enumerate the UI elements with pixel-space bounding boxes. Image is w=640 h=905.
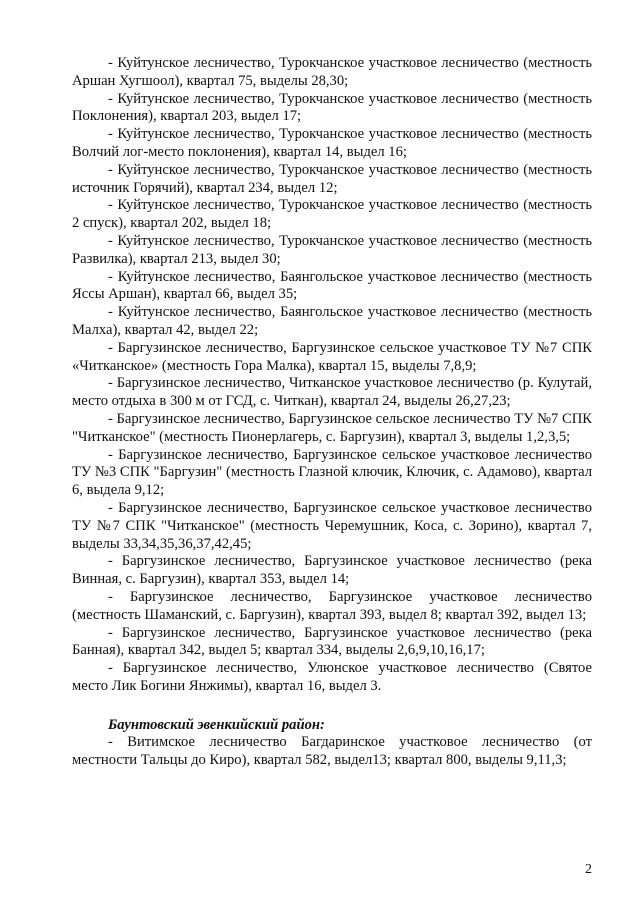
list-item: - Баргузинское лесничество, Баргузинское сельское участковое лесничество ТУ №7 СПК "Читканское" (местность Черемушник, Коса, с. Зорино), квартал 7, выделы 33,34,35,36,37,42,45; (72, 499, 592, 552)
list-item: - Куйтунское лесничество, Турокчанское участковое лесничество (местность Развилка), квартал 213, выдел 30; (72, 232, 592, 267)
list-item: - Куйтунское лесничество, Баянгольское участковое лесничество (местность Малха), квартал 42, выдел 22; (72, 304, 592, 338)
section-spacer (72, 696, 592, 717)
list-item: - Куйтунское лесничество, Турокчанское участковое лесничество (местность Аршан Хугшоол), квартал 75, выделы 28,30; (72, 55, 592, 89)
list-item: - Баргузинское лесничество, Баргузинское сельское участковое ТУ №7 СПК «Читканское» (местность Гора Малка), квартал 15, выделы 7,8,9; (72, 339, 592, 374)
list-item: - Куйтунское лесничество, Турокчанское участковое лесничество (местность Волчий лог-место поклонения), квартал 14, выдел 16; (72, 126, 592, 160)
list-item: - Баргузинское лесничество, Баргузинское участковое лесничество (местность Шаманский, с. Баргузин), квартал 393, выдел 8; квартал 392, выдел 13; (72, 588, 592, 623)
list-item: - Баргузинское лесничество, Баргузинское участковое лесничество (река Банная), квартал 342, выдел 5; квартал 334, выделы 2,6,9,10,16,17; (72, 624, 592, 659)
list-after (72, 734, 592, 770)
list-item: - Куйтунское лесничество, Турокчанское участковое лесничество (местность Поклонения), квартал 203, выдел 17; (72, 90, 592, 125)
document-page (72, 55, 592, 770)
list-item: - Куйтунское лесничество, Баянгольское участковое лесничество (местность Яссы Аршан), квартал 66, выдел 35; (72, 268, 592, 303)
list-item: - Куйтунское лесничество, Турокчанское участковое лесничество (местность источник Горячий), квартал 234, выдел 12; (72, 161, 592, 196)
list-item: - Баргузинское лесничество, Баргузинское участковое лесничество (река Винная, с. Баргузин), квартал 353, выдел 14; (72, 553, 592, 588)
list-item: - Баргузинское лесничество, Баргузинское сельское участковое лесничество ТУ №3 СПК "Баргузин" (местность Глазной ключик, Ключик, с. Адамово), квартал 6, выдела 9,12; (72, 446, 592, 499)
list-item: - Баргузинское лесничество, Баргузинское сельское лесничество ТУ №7 СПК "Читканское" (местность Пионерлагерь, с. Баргузин), квартал 3, выделы 1,2,3,5; (72, 410, 592, 445)
section-heading: Баунтовский эвенкийский район: (108, 716, 325, 733)
list-item: - Витимское лесничество Багдаринское участковое лесничество (от местности Тальцы до Киро), квартал 582, выдел13; квартал 800, выделы 9,11,3; (72, 734, 592, 769)
list-item: - Баргузинское лесничество, Улюнское участковое лесничество (Святое место Лик Богини Янжимы), квартал 16, выдел 3. (72, 660, 592, 694)
list-item: - Куйтунское лесничество, Турокчанское участковое лесничество (местность 2 спуск), квартал 202, выдел 18; (72, 197, 592, 232)
page-number: 2 (585, 862, 592, 877)
list-before (72, 55, 592, 696)
list-item: - Баргузинское лесничество, Читканское участковое лесничество (р. Кулутай, место отдыха в 300 м от ГСД, с. Читкан), квартал 24, выделы 26,27,23; (72, 375, 592, 410)
